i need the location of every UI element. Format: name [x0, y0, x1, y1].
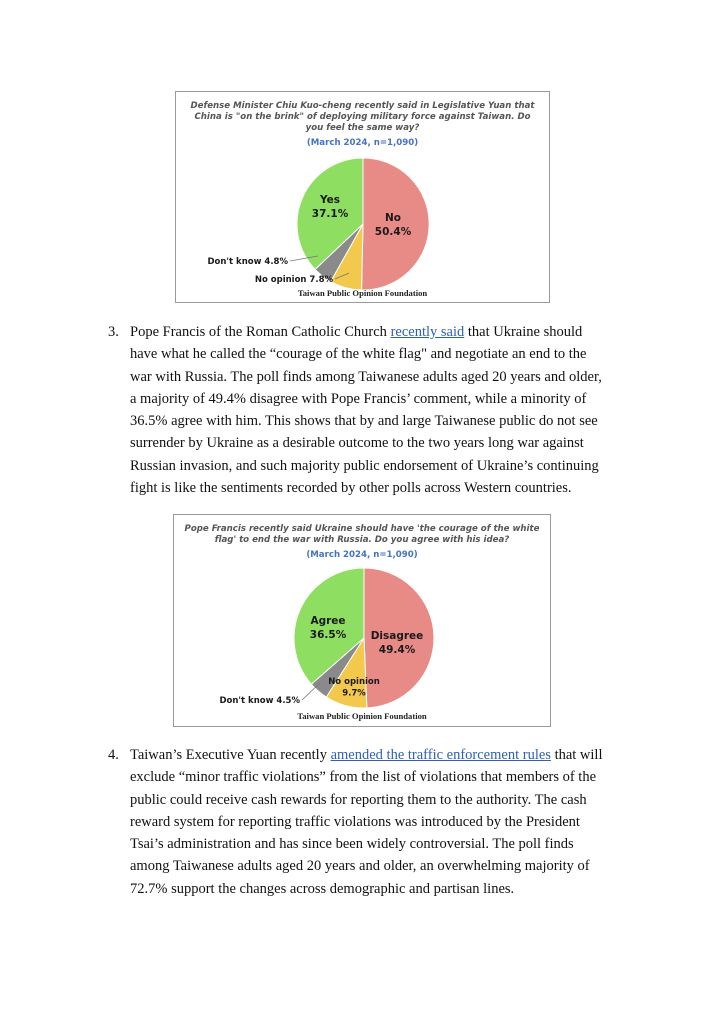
- paragraph-line: war with Russia. The poll finds among Taiwanese adults aged 20 years and older,: [130, 368, 602, 385]
- item-paragraph: [130, 321, 630, 499]
- paragraph-line: Russian invasion, and such majority public endorsement of Ukraine’s continuing: [130, 457, 599, 474]
- chart-subtitle: (March 2024, n=1,090): [306, 138, 419, 148]
- pie-label: Agree 36.5%: [309, 615, 347, 642]
- paragraph-line: Tsai’s administration and has since been widely controversial. The poll finds: [130, 836, 574, 853]
- recently-said-link[interactable]: recently said: [390, 324, 465, 340]
- paragraph-line: a majority of 49.4% disagree with Pope Francis’ comment, while a minority of: [130, 390, 587, 407]
- chart-subtitle: (March 2024, n=1,090): [306, 550, 418, 560]
- paragraph-line: Pope Francis of the Roman Catholic Church recently said that Ukraine should: [130, 324, 583, 340]
- paragraph-line: among Taiwanese adults aged 20 years and older, an overwhelming majority of: [130, 858, 590, 875]
- item-number: 4.: [108, 747, 119, 763]
- pie-chart: [176, 92, 549, 302]
- paragraph-line: fight is like the sentiments recorded by other polls across Western countries.: [130, 480, 572, 497]
- paragraph-line: surrender by Ukraine as a desirable outcome to the two years long war against: [130, 435, 584, 452]
- item-number: 3.: [108, 324, 119, 340]
- pie-label: Yes 37.1%: [311, 194, 349, 221]
- chart-source: Taiwan Public Opinion Foundation: [297, 288, 428, 298]
- paragraph-line: Taiwan’s Executive Yuan recently amended the traffic enforcement rules that will: [130, 747, 603, 763]
- paragraph-line: exclude “minor traffic violations” from the list of violations that members of the: [130, 769, 597, 786]
- paragraph-line: have what he called the “courage of the white flag" and negotiate an end to the: [130, 346, 587, 363]
- pie-label: No opinion 7.8%: [254, 275, 333, 285]
- paragraph-line: reward system for reporting traffic violations was introduced by the President: [130, 813, 580, 830]
- paragraph-line: 72.7% support the changes across demographic and partisan lines.: [130, 880, 515, 897]
- chart-pope-francis: [173, 514, 551, 727]
- chart-on-the-brink: [175, 91, 550, 303]
- pie-label: No opinion 9.7%: [328, 677, 380, 699]
- pie-label: No 50.4%: [374, 212, 412, 239]
- chart-title: Defense Minister Chiu Kuo-cheng recently said in Legislative Yuan that China is "on the brink" of deploying military force against Taiwan. Do you feel the same way?: [190, 101, 535, 133]
- pie-label: Don't know 4.5%: [219, 696, 300, 706]
- paragraph-line: public could receive cash rewards for reporting them to the authority. The cash: [130, 791, 587, 808]
- chart-source: Taiwan Public Opinion Foundation: [297, 711, 427, 721]
- pie-chart: [174, 515, 550, 726]
- chart-title: Pope Francis recently said Ukraine should have 'the courage of the white flag' to end the war with Russia. Do you agree with his idea?: [184, 524, 540, 545]
- traffic-rules-link[interactable]: amended the traffic enforcement rules: [330, 747, 551, 763]
- pie-label: Don't know 4.8%: [207, 257, 288, 267]
- paragraph-line: 36.5% agree with him. This shows that by and large Taiwanese public do not see: [130, 413, 598, 430]
- pie-label: Disagree 49.4%: [370, 630, 424, 657]
- leader-line: [302, 683, 320, 700]
- item-paragraph: [130, 744, 630, 900]
